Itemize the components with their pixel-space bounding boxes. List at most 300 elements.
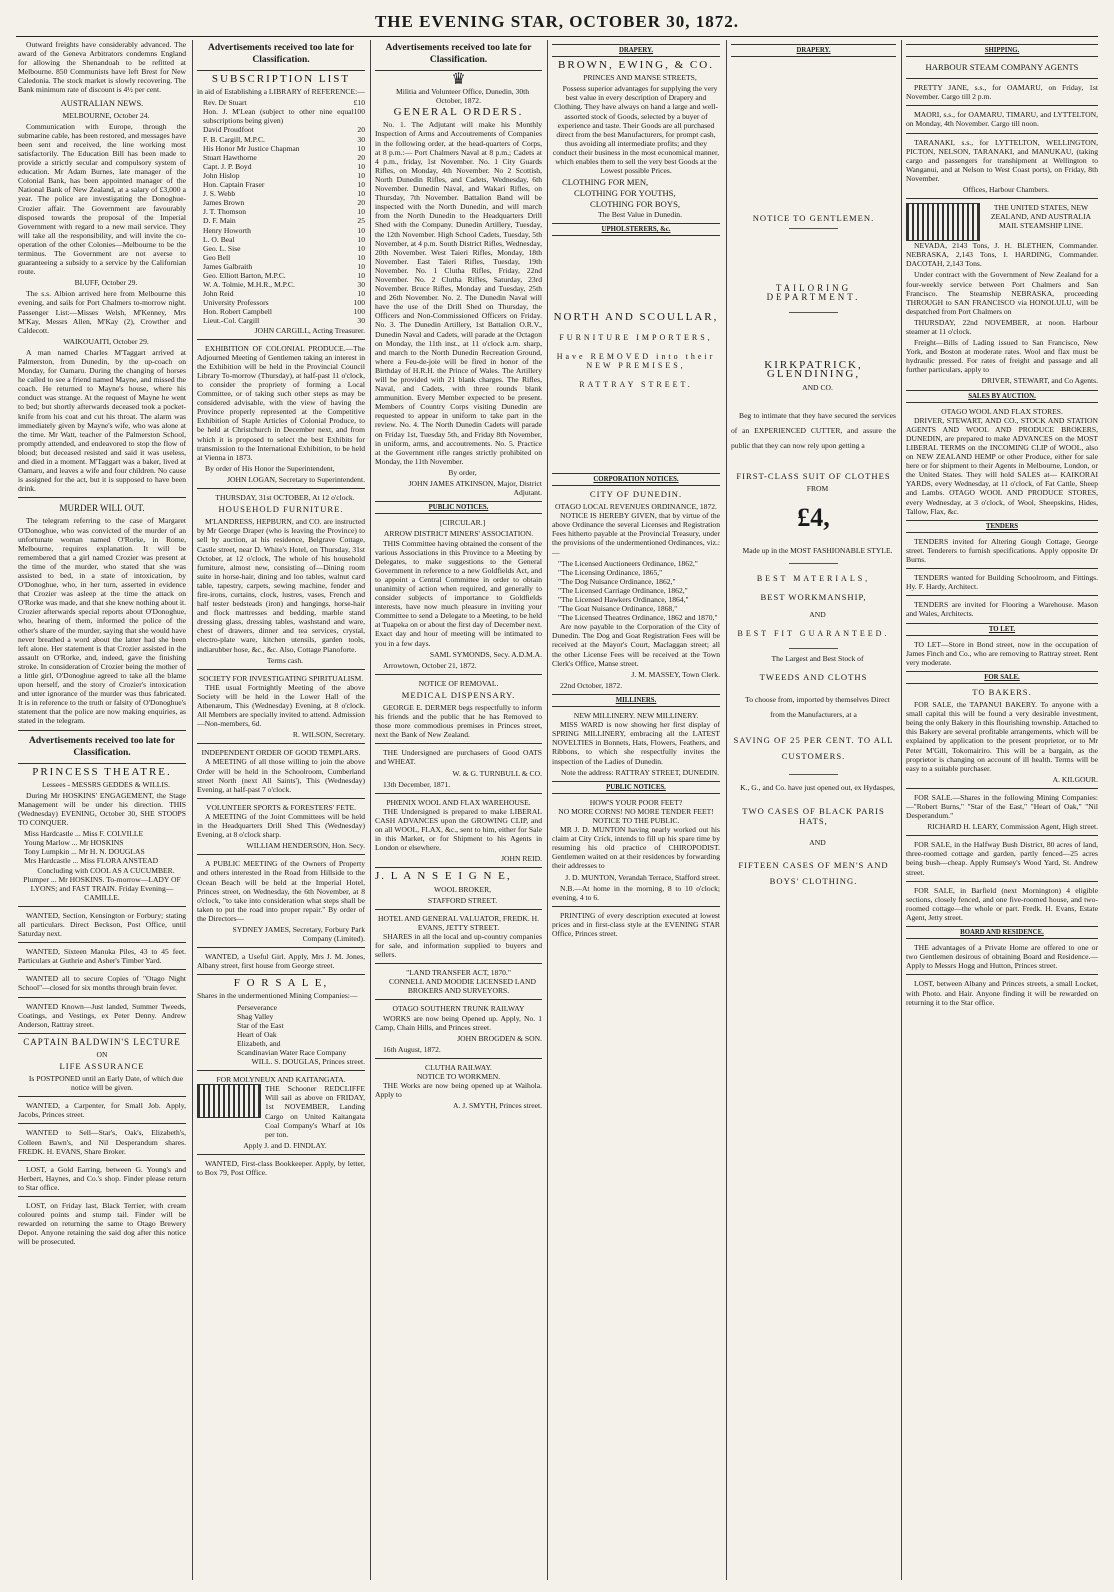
- subscriber-name: W. A. Tolmie, M.H.R., M.P.C.: [203, 280, 295, 290]
- subscriber-name: Geo Bell: [203, 252, 231, 262]
- subscription-row: [203, 289, 365, 298]
- subscription-row: [203, 144, 365, 153]
- ad-signature: JOHN JAMES ATKINSON, Major, District Adjutant.: [408, 479, 542, 498]
- rule: [789, 312, 839, 313]
- subscription-row: [203, 107, 365, 125]
- rule: [789, 648, 839, 649]
- ad-body: Made up in the MOST FASHIONABLE STYLE.: [742, 545, 893, 555]
- rule: [789, 774, 839, 775]
- subscription-row: [203, 162, 365, 171]
- rule: [375, 674, 542, 675]
- ad-body: To choose from, imported by themselves Direct from the Manufacturers, at a: [745, 695, 890, 720]
- shipping-ad: PRETTY JANE, s.s., for OAMARU, on Friday, 1st November. Cargo till 2 p.m.: [906, 83, 1098, 102]
- ad-heading: PRINCESS THEATRE.: [32, 765, 172, 778]
- ad-heading: "LAND TRANSFER ACT, 1870.": [406, 968, 511, 978]
- ad-heading: PHŒNIX WOOL AND FLAX WAREHOUSE.: [386, 797, 531, 807]
- ad-body: MISS WARD is now showing her first display of SPRING MILLINERY, embracing all the LATEST NOVELTIES in Bonnets, Hats, Flowers, Feathers, and Ribbons, to which she respectfully invites the inspection of the Ladies of Dunedin.: [552, 720, 720, 766]
- ad-text: The Largest and Best Stock of: [771, 654, 864, 664]
- ad-signature: SYDNEY JAMES, Secretary, Forbury Park Company (Limited).: [232, 924, 365, 944]
- rule: [906, 105, 1098, 106]
- ad-body: Is POSTPONED until an Early Date, of which due notice will be given.: [28, 1074, 184, 1093]
- classified-ad: WANTED, Sixteen Manuka Piles, 43 to 45 feet. Particulars at Guthrie and Asher's Timber Yard.: [18, 947, 186, 966]
- ad-heading: SAVING OF 25 PER CENT. TO ALL CUSTOMERS.: [733, 735, 894, 762]
- classified-ad: LOST, a Gold Earring, between G. Young's and Herbert, Haynes, and Co.'s shop. Finder please return to Star office.: [18, 1164, 186, 1192]
- cast-list: [18, 829, 186, 865]
- ad-heading: ARROW DISTRICT MINERS' ASSOCIATION.: [383, 529, 534, 539]
- rule: [906, 595, 1098, 596]
- subscriber-name: James Galbraith: [203, 261, 253, 271]
- ad-body: A PUBLIC MEETING of the Owners of Property and others interested in the Road from Hillside to the Ocean Beach will be held at the Imperial Hotel, Princes street, on Wednesday, the 6th November, at 8 o'clock, "to take into consideration what steps shall be taken to put the road into proper repair." By order of the Directors—: [197, 859, 365, 923]
- ad-date: 13th December, 1871.: [383, 779, 451, 789]
- ad-subtitle: STAFFORD STREET.: [427, 895, 498, 905]
- subscriber-name: Henry Howorth: [203, 225, 251, 235]
- spacer: [552, 240, 720, 310]
- ad-heading: NO MORE CORNS! NO MORE TENDER FEET!: [558, 806, 714, 816]
- news-body: Communication with Europe, through the submarine cable, has been restored, and messages have been sent and received, the line working most satisfactorily. The Education Bill has been made to provide a strictly secular and compulsory system of education. Mr Adam Burnes, late manager of the Colonial Bank, has been appointed manager of the National Bank of New Zealand, at a salary of £3,000 a year. The police are investigating the Donoghue-Crozier affair. The Government are favourably disposed towards the proposal of the Imperial Government with regard to a new mail service. They will take all the responsibility, and will invite the co-operation of the other Colonies—Melbourne to be the terminus. The Government are not averse to guaranteeing a subsidy to a service by the Californian route.: [18, 121, 186, 277]
- subscription-row: [203, 271, 365, 280]
- ad-signature: A. KILGOUR.: [1052, 774, 1098, 784]
- list-item: Shag Valley: [237, 1011, 274, 1021]
- ad-body: DRIVER, STEWART, AND CO., STOCK AND STATION AGENTS AND WOOL AND PRODUCE BROKERS, DUNEDIN, are prepared to make ADVANCES on the MOST LIBERAL TERMS on the INCOMING CLIP of WOOL, also on NEW ZEALAND HEMP or other Produce, either for sale here or for shipment to their Agents in Melbourne, London, or the United States. They will hold SALES at— KAIKORAI YARDS, every Wednesday, at 11 o'clock, of Fat Cattle, Sheep and Lambs. OTAGO WOOL AND PRODUCE STORES, every Wednesday, at 3 o'clock, of Wool, Sheepskins, Hides, Tallow, Flax, &c.: [906, 415, 1098, 516]
- subscription-amount: 10: [357, 270, 365, 280]
- ad-heading: BROWN, EWING, & CO.: [558, 59, 714, 72]
- rule: [18, 730, 186, 731]
- subscription-row: [203, 125, 365, 134]
- ad-signature: JOHN CARGILL, Acting Treasurer.: [254, 325, 365, 335]
- rule: [375, 963, 542, 964]
- ship-icon: [906, 203, 980, 241]
- spacer: [731, 394, 896, 408]
- section-heading: DRAPERY.: [552, 44, 720, 57]
- classified-ad: WANTED, a Carpenter, for Small Job. Apply, Jacobs, Princes street.: [18, 1101, 186, 1120]
- rule: [789, 228, 839, 229]
- ad-text: [CIRCULAR.]: [439, 518, 486, 528]
- rule: [906, 133, 1098, 134]
- ad-heading: CAPTAIN BALDWIN'S LECTURE: [23, 1036, 181, 1047]
- section-heading: DRAPERY.: [731, 44, 896, 57]
- subscription-amount: 10: [357, 207, 365, 217]
- ad-subtitle: FURNITURE IMPORTERS,: [559, 332, 713, 342]
- subscription-row: [203, 307, 365, 316]
- subscription-list: [197, 98, 365, 325]
- ad-heading: HOTEL AND GENERAL VALUATOR, FREDK. H. EVANS, JETTY STREET.: [377, 913, 540, 932]
- ad-signature: JOHN LOGAN, Secretary to Superintendent.: [227, 474, 365, 484]
- ad-heading: THE UNITED STATES, NEW ZEALAND, AND AUSTRALIA MAIL STEAMSHIP LINE.: [990, 203, 1092, 231]
- ship-icon: [197, 1084, 261, 1118]
- ad-body: K., G., and Co. have just opened out, ex Hydaspes,: [740, 783, 895, 793]
- classified-ad: TENDERS invited for Altering Gough Cottage, George street. Tenderers to furnish specifications. Apply opposite Dr Burns.: [906, 536, 1098, 565]
- subscription-amount: 10: [357, 143, 365, 153]
- subscription-row: [203, 253, 365, 262]
- list-item: "The Licensed Hawkers Ordinance, 1864,": [558, 595, 689, 604]
- rule: [18, 906, 186, 907]
- ad-body: THIS Committee having obtained the consent of the various Associations in this Province to a Meeting by Delegates, to make suggestions to the General Government in reference to a new Goldfields Act, and to appoint a Central Committee in order to obtain unanimity of action when required, and generally to consider subjects of importance to Goldfields interests, have now much pleasure in inviting your Committee to send a Delegate to a Meeting, to be held at Tuapeka on or about the first day of December next. Exact day and hour of meeting will be intimated to you in a few days.: [375, 538, 542, 648]
- column-divider: [370, 40, 371, 1580]
- rule: [906, 198, 1098, 199]
- ad-subtitle: RATTRAY STREET.: [579, 379, 693, 389]
- column-divider: [192, 40, 193, 1580]
- theatre-ad: [18, 765, 186, 902]
- news-lead: Outward freights have considerably advanced. The award of the Geneva Arbitrators condemns England for allowing the Shenandoah to be refitted at Melbourne. 850 Communists have left Brest for New Caledonia. The stock market is slowly recovering. The Bank minimum rate of discount is 4½ per cent.: [18, 40, 186, 95]
- subscription-amount: 10: [357, 180, 365, 190]
- coat-of-arms-icon: ♛: [451, 71, 466, 88]
- ad-heading: NEW MILLINERY. NEW MILLINERY.: [573, 711, 699, 721]
- ad-text: N.B.—At home in the morning, 8 to 10 o'clock; evening, 4 to 6.: [552, 883, 720, 902]
- rule: [18, 1160, 186, 1161]
- ad-heading: FIFTEEN CASES OF MEN'S AND BOYS' CLOTHING.: [738, 859, 889, 886]
- ad-heading: BEST MATERIALS,: [756, 573, 871, 583]
- ad-heading: HOUSEHOLD FURNITURE.: [218, 504, 344, 515]
- classified-ad: LOST, on Friday last, Black Terrier, with cream coloured points and stump tail. Finder will be rewarded on returning the same to Otago Brewery Depot. Anyone retaining the said dog after this notice will be prosecuted.: [18, 1201, 186, 1247]
- rule: [789, 563, 839, 564]
- rule: [197, 947, 365, 948]
- list-item: "The Goat Nuisance Ordinance, 1868,": [558, 604, 678, 614]
- rule: [197, 488, 365, 489]
- ad-signature: JOHN REID.: [501, 854, 542, 864]
- rule: [197, 1070, 365, 1071]
- subscription-amount: 20: [357, 152, 365, 162]
- ad-heading: TWO CASES OF BLACK PARIS HATS,: [742, 806, 885, 826]
- subscription-row: [203, 207, 365, 216]
- subscription-row: [203, 135, 365, 144]
- subscriber-name: Geo. Elliott Barton, M.P.C.: [203, 270, 286, 280]
- ad-signature: J. M. MASSEY, Town Clerk.: [631, 669, 720, 679]
- rule: [375, 999, 542, 1000]
- ad-heading: NOTICE TO THE PUBLIC.: [592, 815, 680, 825]
- rule: [197, 70, 365, 71]
- shipping-ad: TARANAKI, s.s., for LYTTELTON, WELLINGTON, PICTON, NELSON, TARANAKI, and MANUKAU, (taking cargo and passengers for transhipment at Wellington to Wanganui, and at Nelson to West Coast ports), on Friday, 8th November.: [906, 137, 1098, 183]
- rule: [18, 1033, 186, 1034]
- subscriber-name: Hon. Captain Fraser: [203, 180, 265, 190]
- ad-subtitle: WOOL BROKER,: [433, 884, 492, 894]
- subscription-amount: 100: [353, 307, 365, 317]
- rule: [906, 78, 1098, 79]
- classified-ad: WANTED Known—Just landed, Summer Tweeds, Coatings, and Vestings, ex Peter Denny. Andrew Anderson, Rattray street.: [18, 1001, 186, 1029]
- subscription-row: [203, 262, 365, 271]
- subscription-amount: 100: [353, 107, 365, 117]
- ad-body: During Mr HOSKINS' ENGAGEMENT, the Stage Management will be under his direction. THIS (Wednesday) EVENING, October 30, SHE STOOPS TO CONQUER.: [18, 790, 186, 828]
- ad-heading: HARBOUR STEAM COMPANY AGENTS: [925, 62, 1079, 73]
- subscription-row: [203, 316, 365, 325]
- section-heading: PUBLIC NOTICES.: [552, 781, 720, 794]
- ad-heading: TWEEDS AND CLOTHS: [759, 672, 868, 683]
- classified-ad: FOR SALE, the TAPANUI BAKERY. To anyone with a small capital this will be found a very desirable investment, being the only Bakery in this flourishing township. Attached to this Bakery are several profitable arrangements, which will be explained by application to the present proprietor, or to Mr Peter M'Gill, Tokomairiro. This will be a bargain, as the proprietor is changing on account of ill health. Terms will be easy to a suitable purchaser.: [906, 700, 1098, 773]
- ad-text: By order,: [448, 467, 477, 477]
- column-6: [906, 40, 1098, 1580]
- ad-heading: VOLUNTEER SPORTS & FORESTERS' FETE.: [205, 802, 357, 812]
- ad-body: Are now payable to the Corporation of the City of Dunedin. The Dog and Goat Registration Fees will be received at the Mayor's Court, Maclaggan street; all the other License Fees will be received at the Town Clerk's Office, Manse street.: [552, 622, 720, 668]
- ad-heading: LIFE ASSURANCE: [59, 1061, 145, 1071]
- subscription-amount: 30: [357, 280, 365, 290]
- spacer: [731, 318, 896, 358]
- ad-body: No. 1. The Adjutant will make his Monthly Inspection of Arms and Accoutrements of Companies in the following order, at the head-quarters of Corps, at 8 p.m.:— Port Chalmers Naval at 8 p.m.; Cadets at 4 p.m., friday, 1st November. No. 1 City Guards Rifles, on Monday, 4th November. No 2 Scottish, North Dunedin Rifles, and Cadets, Wednesday, 6th November. Dunedin Naval, and Wakari Rifles, on Thursday, 7th November. Battalion Band will be inspected with the North Dunedin, and will march from the North Dunedin to the Headquarters Drill Shed with the Company. Dunedin Artillery, Tuesday, the 12th November. High School Cadets, Tuesday, 5th November, at 4 p.m. South District Rifles, Wednesday, 20th November. West Taieri Rifles, Monday, 18th November. East Taieri Rifles, Tuesday, 19th November. No. 1 Clutha Rifles, Friday, 22nd November. No. 2 Clutha Rifles, Saturday, 23rd November. Bruce Rifles, Monday and Tuesday, 25th and 26th November. No. 2. The Dunedin Naval will have the use of the Drill Shed on Thursday, the Officers and Non-Commissioned Officers on Friday. No. 3. The Dunedin Artillery, 1st Battalion O.R.V., Dunedin Naval and Cadets, will parade at the Octagon on Monday, the 11th inst., at 11 o'clock a.m. sharp, and march to the North Dunedin Recreation Ground, where a Feu-de-joie will be fired in honor of the Birthday of H.R.H. the Prince of Wales. The Artillery will be provided with 21 blank charges. The Rifles, Naval, and Cadets, with three rounds blank ammunition. Every Member expected to be present. Members of Country Corps visiting Dunedin are requested to appear in uniform to take part in the review. No. 4. The North Dunedin Cadets will parade on Friday 1st, Tuesday 5th, and Friday 8th November, in uniform, arms, and accoutrements. No. 5. Practice at the Government rifle ranges strictly prohibited on Monday, the 11th November.: [375, 120, 542, 466]
- news-body: A man named Charles M'Taggart arrived at Palmerston, from Dunedin, by the up-coach on Monday, for Oamaru. During the changing of horses he called to see a friend named Mayne, and missed the coach. He returned to Mayne's house, where his conduct was strange. At the request of Mayne he went to bed; but shortly afterwards deceased took a pocket-knife from his coat and cut his throat. The alarm was immediately given by Mayne's wife, who was alone at the time. Mr Watt, teacher of the Palmerston School, promptly attended, and endeavored to stop the flow of blood; but deceased resisted and said it was useless, and died in a moment. M'Taggart was a baker, lived at Oamaru, and leaves a wife and four children. No cause is assigned for the act, but it is supposed to have been drink.: [18, 347, 186, 494]
- ad-body: A MEETING of the Joint Committees will be held in the Headquarters Drill Shed This (Wednesday) Evening, at 8 o'clock sharp.: [197, 811, 365, 840]
- ad-date: Arrowtown, October 21, 1872.: [383, 660, 477, 670]
- subscription-amount: 100: [353, 298, 365, 308]
- rule: [552, 906, 720, 907]
- subscriber-name: Hon. J. M'Lean (subject to other nine equal subscriptions being given): [203, 107, 354, 126]
- ad-address: Militia and Volunteer Office, Dunedin, 30th October, 1872.: [395, 87, 530, 106]
- ad-signature: J. D. MUNTON, Verandah Terrace, Stafford street.: [565, 872, 720, 882]
- rule: [18, 763, 186, 764]
- subscriber-name: Geo. L. Sise: [203, 243, 241, 253]
- section-heading: CORPORATION NOTICES.: [552, 473, 720, 486]
- rule: [197, 1154, 365, 1155]
- ad-heading: F O R S A L E,: [233, 977, 329, 990]
- subscriber-name: F. B. Cargill, M.P.C.: [203, 134, 265, 144]
- rule: [906, 881, 1098, 882]
- subscriber-name: Lieut.-Col. Cargill: [203, 316, 260, 326]
- cast-item: Mrs Hardcastle ... Miss FLORA ANSTEAD: [24, 856, 159, 866]
- ad-body: THE Undersigned is prepared to make LIBERAL CASH ADVANCES upon the GROWING CLIP, and on all WOOL, FLAX, &c., sent to him, either for Sale in this Market, or for Shipment to his Agents in London or elsewhere.: [375, 806, 542, 853]
- classified-ad: TENDERS are invited for Flooring a Warehouse. Mason and Wales, Architects.: [906, 600, 1098, 619]
- list-item: CLOTHING FOR YOUTHS,: [574, 188, 676, 199]
- ad-subtitle: PRINCES AND MANSE STREETS,: [583, 73, 697, 83]
- list-item: Elizabeth, and: [237, 1038, 281, 1048]
- rule: [18, 1196, 186, 1197]
- ad-body: NOTICE IS HEREBY GIVEN, that by virtue of the above Ordinance the several Licenses and Registration Fees hitherto payable at the Provincial Treasury, under the provisions of the undermentioned Ordinances, viz.:—: [552, 511, 720, 557]
- ad-text: The Best Value in Dunedin.: [597, 210, 682, 220]
- ad-signature: W. & G. TURNBULL & CO.: [452, 768, 542, 778]
- ad-body: Freight—Bills of Lading issued to San Francisco, New York, and Boston at moderate rates. Wool and flax must be hydraulic pressed. For rates of freight and passage and all further particulars, apply to: [906, 338, 1098, 375]
- subscriber-name: Hon. Robert Campbell: [203, 307, 272, 317]
- rule: [197, 798, 365, 799]
- subscription-row: [203, 244, 365, 253]
- cast-item: Miss Hardcastle ... Miss F. COLVILLE: [24, 829, 144, 839]
- subscriber-name: Capt. J. P. Boyd: [203, 161, 252, 171]
- classified-ad: WANTED, Section, Kensington or Forbury; stating all particulars. Direct Beckson, Post Office, until Saturday next.: [18, 910, 186, 939]
- ad-date: 22nd October, 1872.: [560, 680, 623, 690]
- spacer: [552, 399, 720, 469]
- subscription-row: [203, 98, 365, 107]
- rule: [906, 974, 1098, 975]
- cast-item: Tony Lumpkin ... Mr H. N. DOUGLAS: [24, 847, 145, 857]
- list-item: CLOTHING FOR BOYS,: [590, 199, 681, 210]
- list-item: "The Licensed Theatres Ordinance, 1862 and 1870,": [558, 613, 718, 623]
- ad-date: THURSDAY, 31st OCTOBER, At 12 o'clock.: [215, 493, 355, 503]
- ad-body: THURSDAY, 22nd NOVEMBER, at noon. Harbour steamer at 11 o'clock.: [906, 317, 1098, 336]
- ad-heading: CLUTHA RAILWAY.: [425, 1062, 492, 1072]
- subscription-amount: 20: [357, 198, 365, 208]
- ad-body: Possess superior advantages for supplying the very best value in every description of Drapery and Clothing. They have always on hand a large and well-assorted stock of Goods, selected by a buyer of experience and taste. Their Goods are all purchased direct from the best Manufacturers, for prompt cash, thus avoiding all intermediate profits; and they conduct their business in the most economical manner, which enables them to sell the very best Goods at the Lowest possible Prices.: [552, 84, 720, 176]
- section-heading: Advertisements received too late for Classification.: [29, 735, 175, 758]
- subscription-row: [203, 280, 365, 289]
- ad-signature: R. WILSON, Secretary.: [292, 730, 365, 740]
- article-heading: MURDER WILL OUT.: [59, 503, 145, 514]
- shipping-ad: MAORI, s.s., for OAMARU, TIMARU, and LYTTELTON, on Monday, 4th November. Cargo till noon.: [906, 110, 1098, 129]
- ad-body: THE Undersigned are purchasers of Good OATS and WHEAT.: [375, 748, 542, 767]
- column-divider: [901, 40, 902, 1580]
- rule: [197, 339, 365, 340]
- section-heading: FOR SALE.: [906, 671, 1098, 684]
- ad-intro: in aid of Establishing a LIBRARY of REFERENCE:—: [197, 87, 365, 97]
- column-2: [197, 40, 365, 1580]
- section-heading: BOARD AND RESIDENCE.: [906, 926, 1098, 939]
- rule: [375, 1058, 542, 1059]
- classified-ad: WANTED, a Useful Girl. Apply, Mrs J. M. Jones, Albany street, first house from George street.: [197, 952, 365, 971]
- ad-heading: BEST WORKMANSHIP,: [760, 591, 867, 602]
- ad-text: FROM: [806, 483, 829, 493]
- subscription-amount: £10: [353, 98, 365, 108]
- list-item: "The Dog Nuisance Ordinance, 1862,": [558, 576, 676, 586]
- subscriber-name: L. O. Beal: [203, 234, 235, 244]
- rule: [906, 788, 1098, 789]
- subscriber-name: J. T. Thomson: [203, 207, 247, 217]
- subscriber-name: James Brown: [203, 198, 245, 208]
- ship-ad: [197, 1084, 365, 1141]
- ad-signature: Apply J. and D. FINDLAY.: [243, 1140, 327, 1150]
- ad-heading: NORTH AND SCOULLAR,: [553, 311, 719, 324]
- subscription-row: [203, 189, 365, 198]
- dateline: WAIKOUAITI, October 29.: [63, 336, 149, 346]
- section-heading: UPHOLSTERERS, &c.: [552, 223, 720, 236]
- ad-heading: CITY OF DUNEDIN.: [589, 488, 683, 499]
- ad-heading: TAILORING DEPARTMENT.: [766, 283, 861, 303]
- ad-text: AND: [809, 610, 826, 620]
- ad-body: A MEETING of all those willing to join the above Order will be held in the Schoolroom, Cumberland street North (next All Saints'), This (Wednesday) Evening, at half-past 7 o'clock.: [197, 757, 365, 794]
- subscription-row: [203, 226, 365, 235]
- list-item: Scandinavian Water Race Company: [237, 1048, 347, 1057]
- ad-body: EXHIBITION OF COLONIAL PRODUCE.—The Adjourned Meeting of Gentlemen taking an interest in the Exhibition will be held in the Provincial Council Library To-morrow (Thursday), at half-past 11 o'clock, to consider the propriety of forming a Local Committee, or of taking such other steps as may be considered advisable, with the view of having the Province properly represented at the Competitive Exhibition of Staple Articles of Colonial Produce, to be held at Christchurch in December next, and from which it is proposed to select the best Exhibits for transmission to the International Exhibition, to be held at Vienna in 1873.: [197, 343, 365, 462]
- subscription-amount: 10: [357, 234, 365, 244]
- classified-ad: TO LET—Store in Bond street, now in the occupation of James Finch and Co., who are removing to Rattray street. Rent very moderate.: [906, 639, 1098, 667]
- ad-heading: SUBSCRIPTION LIST: [211, 73, 351, 85]
- section-heading: MILLINERS.: [552, 694, 720, 707]
- classified-ad: FOR SALE, in the Halfway Bush District, 80 acres of land, three-roomed cottage and garden, partly fenced—25 acres being bush—cheap. Apply Rumsey's Wood Yard, St. Andrew street.: [906, 840, 1098, 877]
- rule: [375, 793, 542, 794]
- column-1: [18, 40, 186, 1580]
- ad-signature: JOHN BROGDEN & SON.: [457, 1033, 542, 1043]
- column-divider: [547, 40, 548, 1580]
- ad-body: CONNELL AND MOODIE LICENSED LAND BROKERS AND SURVEYORS.: [389, 977, 536, 996]
- ad-heading: NOTICE OF REMOVAL.: [418, 678, 499, 688]
- classified-ad: TENDERS wanted for Building Schoolroom, and Fittings. Hy. F. Hardy, Architect.: [906, 573, 1098, 592]
- column-5: [731, 40, 896, 1580]
- subscription-row: [203, 235, 365, 244]
- subscription-row: [203, 153, 365, 162]
- section-heading: SALES BY AUCTION.: [906, 390, 1098, 403]
- subscription-amount: 10: [357, 261, 365, 271]
- ad-body: Concluding with COOL AS A CUCUMBER. Plumper ... Mr HOSKINS. To-morrow—LADY OF LYONS; and FAST TRAIN. Friday Evening—CAMILLE.: [23, 865, 181, 902]
- list-item: "The Licensing Ordinance, 1865,": [558, 567, 663, 577]
- ad-body: THE Works are now being opened up at Waihola. Apply to: [375, 1081, 542, 1100]
- cast-item: Young Marlow ... Mr HOSKINS: [24, 838, 124, 848]
- ad-signature: WILL. S. DOUGLAS, Princes street.: [251, 1057, 365, 1067]
- subscription-amount: 25: [357, 216, 365, 226]
- subscription-amount: 20: [357, 125, 365, 135]
- price: £4,: [797, 502, 830, 532]
- rule: [375, 867, 542, 868]
- classified-ad: FOR SALE, in Barfield (next Mornington) 4 eligible sections, closely fenced, and one five-roomed house, and two-roomed cottage—the whole or part. Fredk. H. Evans, Estate Agent, Jetty street.: [906, 885, 1098, 922]
- ad-text: Terms cash.: [266, 655, 304, 665]
- ad-heading: OTAGO SOUTHERN TRUNK RAILWAY: [392, 1004, 525, 1014]
- ad-subtitle: AND CO.: [802, 382, 833, 392]
- clothing-list: [552, 177, 720, 210]
- classified-ad: THE advantages of a Private Home are offered to one or two Gentlemen desirous of obtaining Board and Residence.—Apply to Messrs Hogg and Hutton, Princes street.: [906, 943, 1098, 971]
- section-heading: SHIPPING.: [906, 44, 1098, 57]
- rule: [375, 743, 542, 744]
- section-heading: TENDERS: [906, 520, 1098, 533]
- ad-signature: A. J. SMYTH, Princes street.: [452, 1101, 542, 1111]
- rule: [18, 969, 186, 970]
- ad-body: GEORGE E. DERMER begs respectfully to inform his friends and the public that he has Removed to those more commodious premises in Princes street, next the Bank of New Zealand.: [375, 703, 542, 740]
- rule: [18, 1123, 186, 1124]
- subscriber-name: John Reid: [203, 289, 234, 299]
- rule: [197, 974, 365, 975]
- ad-body: Beg to intimate that they have secured the services of an EXPERIENCED CUTTER, and assure the public that they can now rely upon getting a: [731, 410, 896, 450]
- ad-heading: MEDICAL DISPENSARY.: [401, 689, 516, 700]
- list-item: Star of the East: [237, 1020, 284, 1030]
- ad-body: SHARES in all the local and up-country companies for sale, and information supplied to buyers and sellers.: [375, 931, 542, 960]
- ad-heading: KIRKPATRICK, GLENDINING,: [764, 359, 863, 381]
- masthead-rule: [16, 36, 1098, 37]
- column-divider: [726, 40, 727, 1580]
- ad-body: THE Schooner REDCLIFFE Will sail as above on FRIDAY, 1st NOVEMBER, Landing Cargo on United Kaitangata Coal Company's Wharf at 10s per ton.: [265, 1084, 365, 1139]
- ad-signature: RICHARD H. LEARY, Commission Agent, High street.: [927, 822, 1098, 832]
- rule: [906, 568, 1098, 569]
- classified-ad: WANTED all to secure Copies of "Otago Night School"—closed for six months through brain fever.: [18, 974, 186, 993]
- subscriber-name: David Proudfoot: [203, 125, 254, 135]
- rule: [18, 1096, 186, 1097]
- ad-text: Offices, Harbour Chambers.: [963, 185, 1049, 195]
- list-item: Heart of Oak: [237, 1029, 277, 1039]
- classified-ad: FOR SALE.—Shares in the following Mining Companies:—"Robert Burns," "Star of the East," "Heart of Oak," "Nil Desperandum.": [906, 792, 1098, 821]
- classified-ad: WANTED, First-class Bookkeeper. Apply, by letter, to Box 79, Post Office.: [197, 1158, 365, 1178]
- ad-subtitle: Lessees - MESSRS GEDDES & WILLIS.: [41, 779, 171, 789]
- subscriber-name: Rev. Dr Stuart: [203, 98, 247, 108]
- ad-heading: FIRST-CLASS SUIT OF CLOTHES: [736, 470, 891, 481]
- ad-body: WORKS are now being Opened up. Apply, No. 1 Camp, Chain Hills, and Princes street.: [375, 1013, 542, 1032]
- ad-signature: SAML SYMONDS, Secy. A.D.M.A.: [429, 649, 542, 659]
- rule: [906, 835, 1098, 836]
- subscriber-name: J. S. Webb: [203, 189, 236, 199]
- section-heading: PUBLIC NOTICES.: [375, 501, 542, 514]
- subscription-row: [203, 180, 365, 189]
- ad-heading: OTAGO WOOL AND FLAX STORES.: [941, 406, 1063, 416]
- classified-ad: LOST, between Albany and Princes streets, a small Locket, with Photo. and Hair. Anyone finding it will be rewarded on returning it to the Star office.: [906, 979, 1098, 1007]
- ad-body: MR J. D. MUNTON having nearly worked out his claim at City Crick, intends to fill up his spare time by resuming his old practice of CHIROPODIST. Gentlemen waited on at their residences by forwarding their addresses to: [552, 825, 720, 871]
- ad-text: ON: [96, 1049, 108, 1059]
- spacer: [731, 234, 896, 274]
- ad-heading: NOTICE TO GENTLEMEN.: [752, 213, 875, 224]
- ad-heading: BEST FIT GUARANTEED.: [737, 629, 890, 639]
- section-heading: Advertisements received too late for Classification.: [208, 43, 354, 65]
- rule: [375, 909, 542, 910]
- ad-body: By order of His Honor the Superintendent,: [205, 463, 335, 473]
- rule: [197, 743, 365, 744]
- rule: [18, 997, 186, 998]
- ad-body: Have REMOVED into their NEW PREMISES,: [556, 351, 716, 370]
- subscription-row: [203, 216, 365, 225]
- rule: [18, 942, 186, 943]
- column-4: [552, 40, 720, 1580]
- masthead: THE EVENING STAR, OCTOBER 30, 1872.: [374, 12, 740, 31]
- ad-heading: NOTICE TO WORKMEN.: [416, 1072, 501, 1081]
- subscription-amount: 10: [357, 289, 365, 299]
- list-item: CLOTHING FOR MEN,: [562, 177, 649, 188]
- ad-heading: HOW'S YOUR POOR FEET?: [589, 797, 683, 807]
- rule: [197, 854, 365, 855]
- ad-body: M'LANDRESS, HEPBURN, and CO. are instructed by Mr George Draper (who is leaving the Province) to sell by auction, at his residence, Belgrave Cottage, Castle street, near D. White's Hotel, on Thursday, 31st October, at 12 o'clock, The whole of his household furniture, almost new, consisting of—Dining room suite in horse-hair, dining and loo tables, walnut card table, tapestry, carpets, sewing machine, fender and fire-irons, curtains, clock, lustres, vases, French and half tester bedsteads (iron) and hangings, horse-hair and flock mattresses and bedding, marble stand dressing glass, dressing tables, washstand and ware, chest of drawers, dinner and tea services, crystal, electro-plate ware, kitchen utensils, garden tools, indiarubber hose, &c., &c. Also, Cottage Pianoforte.: [197, 517, 365, 654]
- article-body: The telegram referring to the case of Margaret O'Donoghue, who was convicted of the murder of an unfortunate woman named O'Rorke, in Rome, Melbourne, requires explanation. It will be remembered that a girl named Crozier was present at the time of the murder, who stated that she was assisted to bed, in a state of intoxication, by O'Donoghue, who, in her turn, asserted in evidence that Crozier was asleep at the time the attack on O'Rorke was made, and that she knew nothing about it. Crozier afterwards special reports about O'Donoghue, who, hearing of them, informed the police of the other's share of the murder, saying that she would have never breathed a word about the latter had she been left alone. Her statement is that Crozier assisted in the assault on O'Rorke, and, indeed, gave the finishing stroke. In consideration of Crozier being the mother of a little girl, O'Donoghue agreed to take all the blame upon herself, and the story of Crozier's intoxication and utter ignorance of the murder was thus fabricated. It is in reference to the truth or falsity of O'Donoghue's statement that the police are now making enquiries, as stated in the telegram.: [18, 516, 186, 726]
- classified-ad: WANTED to Sell—Star's, Oak's, Elizabeth's, Colleen Bawn's, and Nil Desperandum shares. FREDK. H. EVANS, Share Broker.: [18, 1128, 186, 1156]
- ad-date: 16th August, 1872.: [383, 1044, 441, 1054]
- steamship-ad: [906, 203, 1098, 241]
- subscriber-name: His Honor Mr Justice Chapman: [203, 143, 300, 153]
- subscription-row: [203, 298, 365, 307]
- subscription-row: [203, 171, 365, 180]
